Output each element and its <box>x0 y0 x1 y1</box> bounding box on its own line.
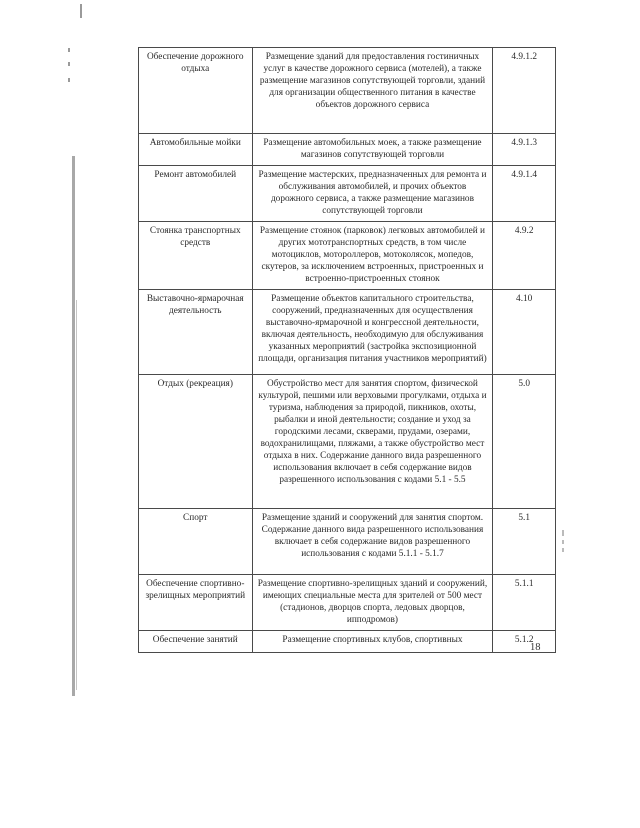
use-description-cell: Размещение объектов капитального строительства, сооружений, предназначенных для осуществления выставочно-ярмарочной и конгрессной деятельности, включая деятельность, необходимую для обслуживания указанных мероприятий (застройка экспозиционной площади, организация питания участников мероприятий) <box>252 290 493 375</box>
page-number: 18 <box>530 642 541 653</box>
table-row <box>139 290 556 375</box>
table-row <box>139 134 556 166</box>
use-name-cell: Ремонт автомобилей <box>139 166 253 222</box>
use-code-cell: 4.9.2 <box>493 222 556 290</box>
table-row <box>139 166 556 222</box>
use-description-cell: Размещение спортивных клубов, спортивных <box>252 631 493 653</box>
use-description-cell: Размещение зданий для предоставления гостиничных услуг в качестве дорожного сервиса (мотелей), а также размещение магазинов сопутствующей торговли, зданий для организации общественного питания в качестве объектов дорожного сервиса <box>252 48 493 134</box>
table-row <box>139 48 556 134</box>
scan-margin-artifacts <box>0 0 110 828</box>
scan-right-marks <box>560 530 570 560</box>
use-name-cell: Спорт <box>139 509 253 575</box>
use-code-cell: 4.9.1.3 <box>493 134 556 166</box>
use-code-cell: 5.1.2 <box>493 631 556 653</box>
use-code-cell: 5.1.1 <box>493 575 556 631</box>
table-body <box>139 48 556 653</box>
use-description-cell: Размещение мастерских, предназначенных для ремонта и обслуживания автомобилей, и прочих объектов дорожного сервиса, а также размещение магазинов сопутствующей торговли <box>252 166 493 222</box>
use-name-cell: Выставочно-ярмарочная деятельность <box>139 290 253 375</box>
use-name-cell: Обеспечение дорожного отдыха <box>139 48 253 134</box>
use-name-cell: Обеспечение занятий <box>139 631 253 653</box>
land-use-table <box>138 47 556 653</box>
table-row <box>139 631 556 653</box>
use-description-cell: Размещение зданий и сооружений для занятия спортом. Содержание данного вида разрешенного использования включает в себя содержание видов разрешенного использования с кодами 5.1.1 - 5.1.7 <box>252 509 493 575</box>
scan-mark <box>80 4 82 18</box>
scan-binding-strip <box>72 156 75 696</box>
table-row <box>139 509 556 575</box>
use-name-cell: Обеспечение спортивно-зрелищных мероприятий <box>139 575 253 631</box>
table-row <box>139 222 556 290</box>
use-name-cell: Стоянка транспортных средств <box>139 222 253 290</box>
scan-binding-strip <box>76 300 77 690</box>
use-description-cell: Размещение спортивно-зрелищных зданий и сооружений, имеющих специальные места для зрителей от 500 мест (стадионов, дворцов спорта, ледовых дворцов, ипподромов) <box>252 575 493 631</box>
use-description-cell: Размещение автомобильных моек, а также размещение магазинов сопутствующей торговли <box>252 134 493 166</box>
use-code-cell: 5.0 <box>493 375 556 509</box>
use-code-cell: 4.10 <box>493 290 556 375</box>
scan-mark <box>68 78 70 82</box>
use-code-cell: 4.9.1.4 <box>493 166 556 222</box>
use-code-cell: 4.9.1.2 <box>493 48 556 134</box>
table-row <box>139 375 556 509</box>
use-code-cell: 5.1 <box>493 509 556 575</box>
scan-mark <box>68 48 70 52</box>
use-name-cell: Отдых (рекреация) <box>139 375 253 509</box>
use-description-cell: Размещение стоянок (парковок) легковых автомобилей и других мототранспортных средств, в том числе мотоциклов, мотороллеров, мотоколясок, мопедов, скутеров, за исключением встроенных, пристроенных и встроенно-пристроенных стоянок <box>252 222 493 290</box>
scan-mark <box>68 62 70 66</box>
use-name-cell: Автомобильные мойки <box>139 134 253 166</box>
use-description-cell: Обустройство мест для занятия спортом, физической культурой, пешими или верховыми прогулками, отдыха и туризма, наблюдения за природой, пикников, охоты, рыбалки и иной деятельности; создание и уход за городскими лесами, скверами, прудами, озерами, водохранилищами, пляжами, а также обустройство мест отдыха в них. Содержание данного вида разрешенного использования включает в себя содержание видов разрешенного использования с кодами 5.1 - 5.5 <box>252 375 493 509</box>
table-row <box>139 575 556 631</box>
